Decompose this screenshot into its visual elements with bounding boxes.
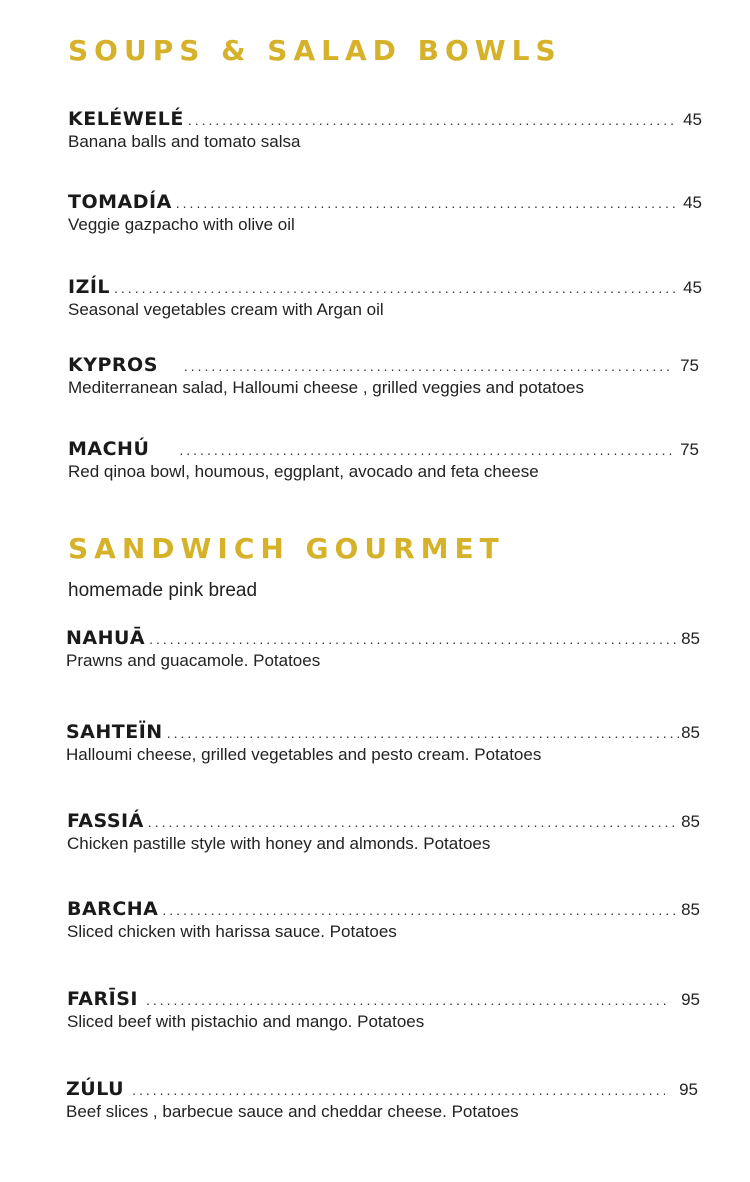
item-description: Beef slices , barbecue sauce and cheddar cheese. Potatoes (66, 1102, 519, 1121)
menu-item (67, 988, 700, 1032)
item-description: Seasonal vegetables cream with Argan oil (68, 300, 384, 319)
dot-leader (167, 725, 679, 741)
item-price: 85 (681, 900, 700, 919)
item-name: FARĪSI (67, 988, 138, 1010)
dot-leader (132, 1082, 665, 1098)
section-title-soups: SOUPS & SALAD BOWLS (68, 34, 562, 67)
item-description: Sliced beef with pistachio and mango. Potatoes (67, 1012, 425, 1031)
item-name: IZÍL (68, 276, 111, 298)
item-price: 75 (680, 356, 699, 375)
dot-leader (146, 992, 667, 1008)
item-price: 85 (681, 629, 700, 648)
menu-item (66, 721, 700, 765)
menu-item (66, 627, 700, 671)
dot-leader (162, 902, 679, 918)
dot-leader (188, 112, 677, 128)
item-price: 45 (683, 193, 702, 212)
item-description: Red qinoa bowl, houmous, eggplant, avocado and feta cheese (68, 462, 539, 481)
item-name: MACHÚ (68, 438, 150, 460)
item-name: BARCHA (67, 898, 159, 920)
item-name: KELÉWELÉ (68, 108, 184, 130)
dot-leader (184, 358, 674, 374)
item-description: Mediterranean salad, Halloumi cheese , grilled veggies and potatoes (68, 378, 584, 397)
menu-item (67, 810, 700, 854)
menu-item (68, 354, 699, 398)
item-price: 75 (680, 440, 699, 459)
menu-item (68, 276, 702, 320)
item-name: KYPROS (68, 354, 158, 376)
dot-leader (176, 195, 677, 211)
dot-leader (114, 280, 677, 296)
item-description: Prawns and guacamole. Potatoes (66, 651, 321, 670)
item-name: FASSIÁ (67, 810, 144, 832)
dot-leader (148, 814, 679, 830)
item-name: NAHUĀ (66, 627, 146, 649)
item-description: Banana balls and tomato salsa (68, 132, 301, 151)
item-description: Sliced chicken with harissa sauce. Potatoes (67, 922, 397, 941)
item-price: 95 (681, 990, 700, 1009)
item-name: TOMADÍA (68, 191, 172, 213)
item-description: Chicken pastille style with honey and almonds. Potatoes (67, 834, 491, 853)
item-name: ZÚLU (66, 1078, 125, 1100)
menu-item (68, 108, 702, 152)
dot-leader (179, 442, 674, 458)
item-description: Halloumi cheese, grilled vegetables and pesto cream. Potatoes (66, 745, 542, 764)
item-price: 45 (683, 278, 702, 297)
item-name: SAHTEÏN (66, 721, 163, 743)
dot-leader (149, 631, 679, 647)
item-price: 85 (681, 723, 700, 742)
section-subtitle: homemade pink bread (68, 580, 258, 601)
item-price: 95 (679, 1080, 698, 1099)
item-price: 85 (681, 812, 700, 831)
menu-item (68, 438, 699, 482)
menu-item (66, 1078, 698, 1122)
section-title-sandwich: SANDWICH GOURMET (68, 532, 505, 565)
item-description: Veggie gazpacho with olive oil (68, 215, 295, 234)
menu-item (68, 191, 702, 235)
menu-item (67, 898, 700, 942)
item-price: 45 (683, 110, 702, 129)
